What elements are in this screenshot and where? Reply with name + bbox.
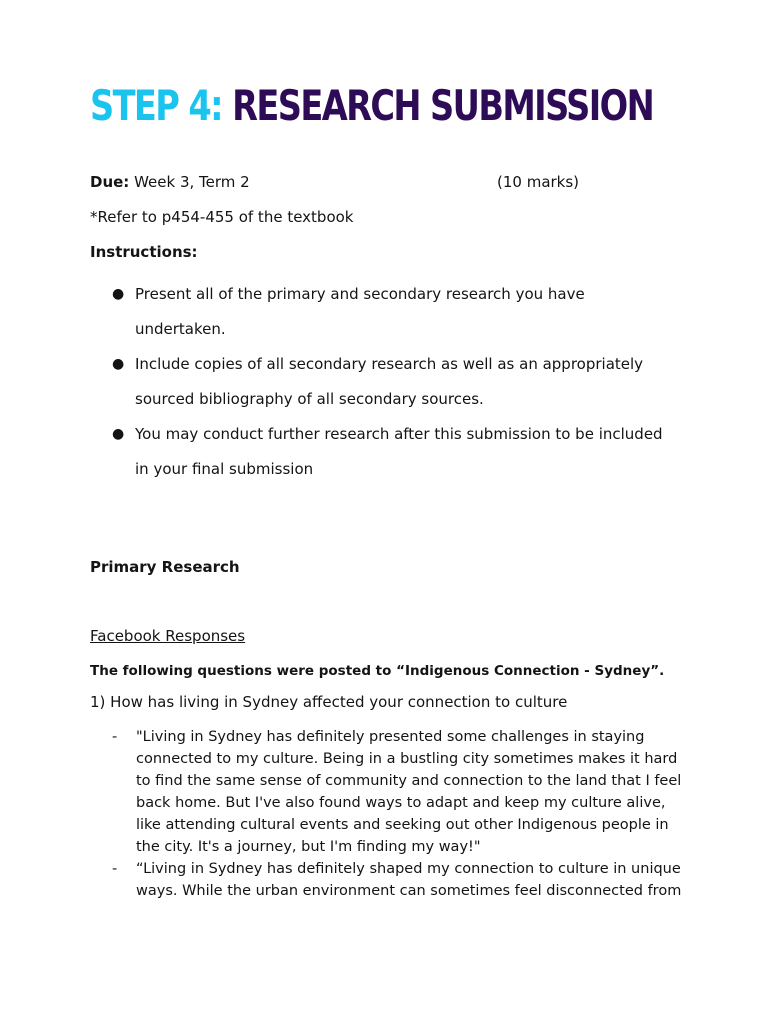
question-1: 1) How has living in Sydney affected your connection to culture [90,693,568,711]
bullet-icon: ● [112,356,125,372]
due-label: Due: [90,173,130,191]
dash-icon: - [112,861,118,877]
page-title [90,80,653,132]
bullet-icon: ● [112,286,125,302]
marks-value: (10 marks) [497,173,580,191]
due-line [90,172,250,192]
dash-icon: - [112,729,118,745]
list-item: - “Living in Sydney has definitely shaped my connection to culture in unique ways. While the urban environment can sometimes feel disconnected from [112,858,712,902]
due-value: Week 3, Term 2 [129,173,250,191]
instructions-heading: Instructions: [90,243,198,261]
list-item: ● Include copies of all secondary research as well as an appropriately sourced bibliography of all secondary sources. [90,347,710,417]
questions-intro: The following questions were posted to “Indigenous Connection - Sydney”. [90,663,665,679]
facebook-responses-heading: Facebook Responses [90,627,246,645]
responses-list [112,726,712,902]
primary-research-heading: Primary Research [90,558,240,576]
bullet-icon: ● [112,426,125,442]
instructions-list [90,277,710,487]
list-item: - "Living in Sydney has definitely presented some challenges in staying connected to my culture. Being in a bustling city sometimes makes it hard to find the same sense of community and connection to the land that I feel back home. But I've also found ways to adapt and keep my culture alive, like attending cultural events and seeking out other Indigenous people in the city. It's a journey, but I'm finding my way!" [112,726,712,858]
textbook-reference: *Refer to p454-455 of the textbook [90,208,354,226]
list-item: ● You may conduct further research after this submission to be included in your final submission [90,417,710,487]
title-step: STEP 4: [90,81,223,130]
title-main: RESEARCH SUBMISSION [232,81,654,130]
list-item: ● Present all of the primary and secondary research you have undertaken. [90,277,710,347]
